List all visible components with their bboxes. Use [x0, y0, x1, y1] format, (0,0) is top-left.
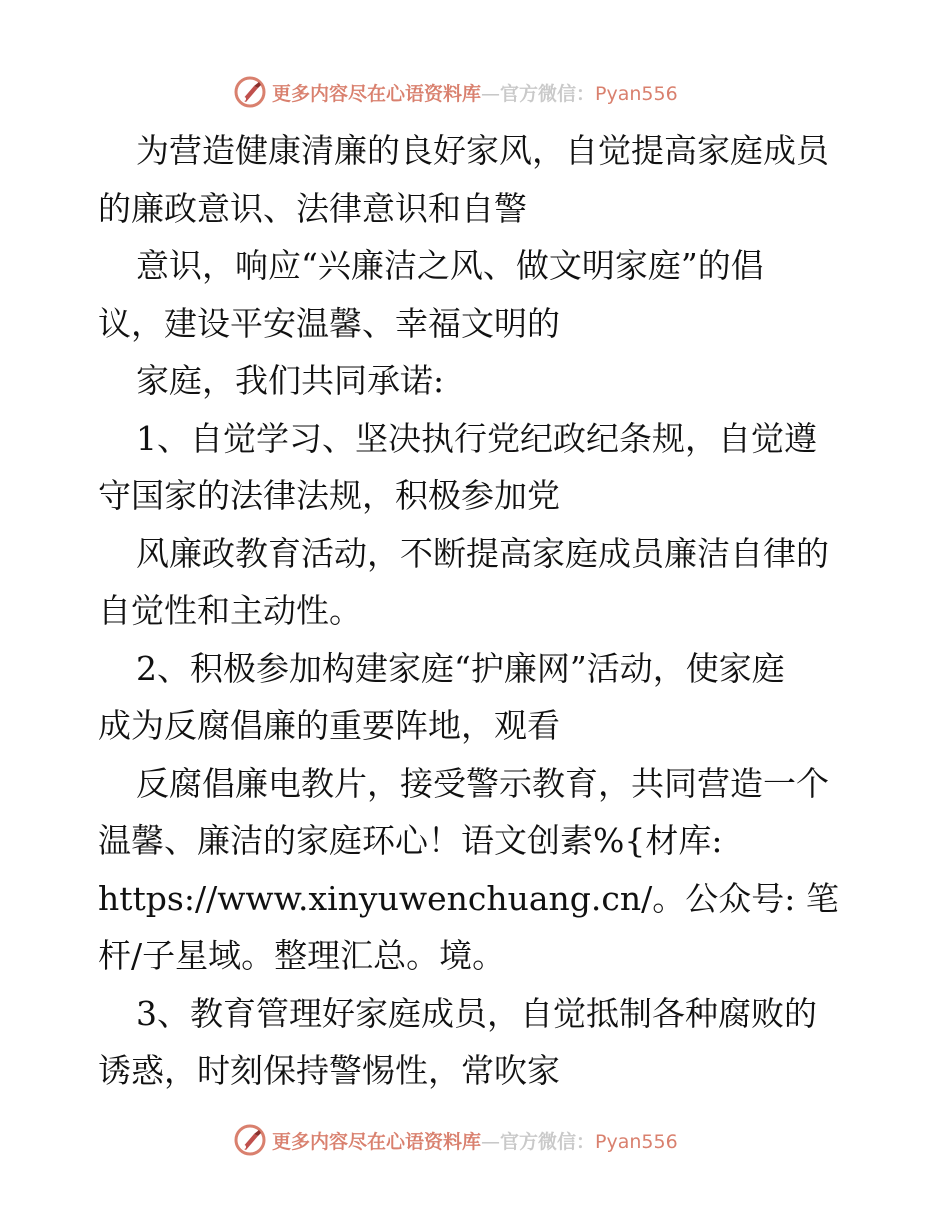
watermark-id: Pyan556	[595, 82, 678, 105]
body-line: 自觉性和主动性。	[98, 591, 362, 630]
body-line: 议，建设平安温馨、幸福文明的	[98, 303, 560, 343]
body-line: 意识，响应“兴廉洁之风、做文明家庭”的倡	[136, 246, 764, 285]
body-line: 风廉政教育活动，不断提高家庭成员廉洁自律的	[136, 533, 829, 573]
watermark-dash: —	[481, 82, 501, 105]
body-line: 诱惑，时刻保持警惕性，常吹家	[98, 1051, 560, 1090]
body-line: 2、积极参加构建家庭“护廉网”活动，使家庭	[136, 648, 785, 688]
body-line: 成为反腐倡廉的重要阵地，观看	[98, 706, 560, 745]
body-line: 杆/子星域。整理汇总。境。	[98, 936, 506, 975]
pen-nib-circle-icon	[232, 1122, 268, 1158]
body-line: 家庭，我们共同承诺:	[136, 361, 445, 400]
pen-nib-circle-icon	[232, 74, 268, 110]
body-line: 守国家的法律法规，积极参加党	[98, 476, 560, 515]
body-line: https://www.xinyuwenchuang.cn/。公众号: 笔	[98, 878, 839, 918]
document-body	[98, 122, 868, 1100]
body-line: 的廉政意识、法律意识和自警	[98, 188, 527, 228]
body-line: 温馨、廉洁的家庭环心！语文创素%{材库:	[98, 821, 723, 860]
body-line: 反腐倡廉电教片，接受警示教育，共同营造一个	[136, 763, 829, 803]
watermark-brand: 更多内容尽在心语资料库	[272, 82, 482, 105]
header-watermark	[232, 72, 752, 112]
watermark-official: 官方微信：	[500, 82, 596, 105]
footer-watermark	[232, 1120, 752, 1160]
body-line: 1、自觉学习、坚决执行党纪政纪条规，自觉遵	[136, 418, 817, 458]
watermark-dash: —	[481, 1130, 501, 1153]
watermark-id: Pyan556	[595, 1130, 678, 1153]
body-line: 为营造健康清廉的良好家风，自觉提高家庭成员	[136, 131, 829, 170]
watermark-official: 官方微信：	[500, 1130, 596, 1153]
watermark-brand: 更多内容尽在心语资料库	[272, 1130, 482, 1153]
body-line: 3、教育管理好家庭成员，自觉抵制各种腐败的	[136, 993, 817, 1033]
